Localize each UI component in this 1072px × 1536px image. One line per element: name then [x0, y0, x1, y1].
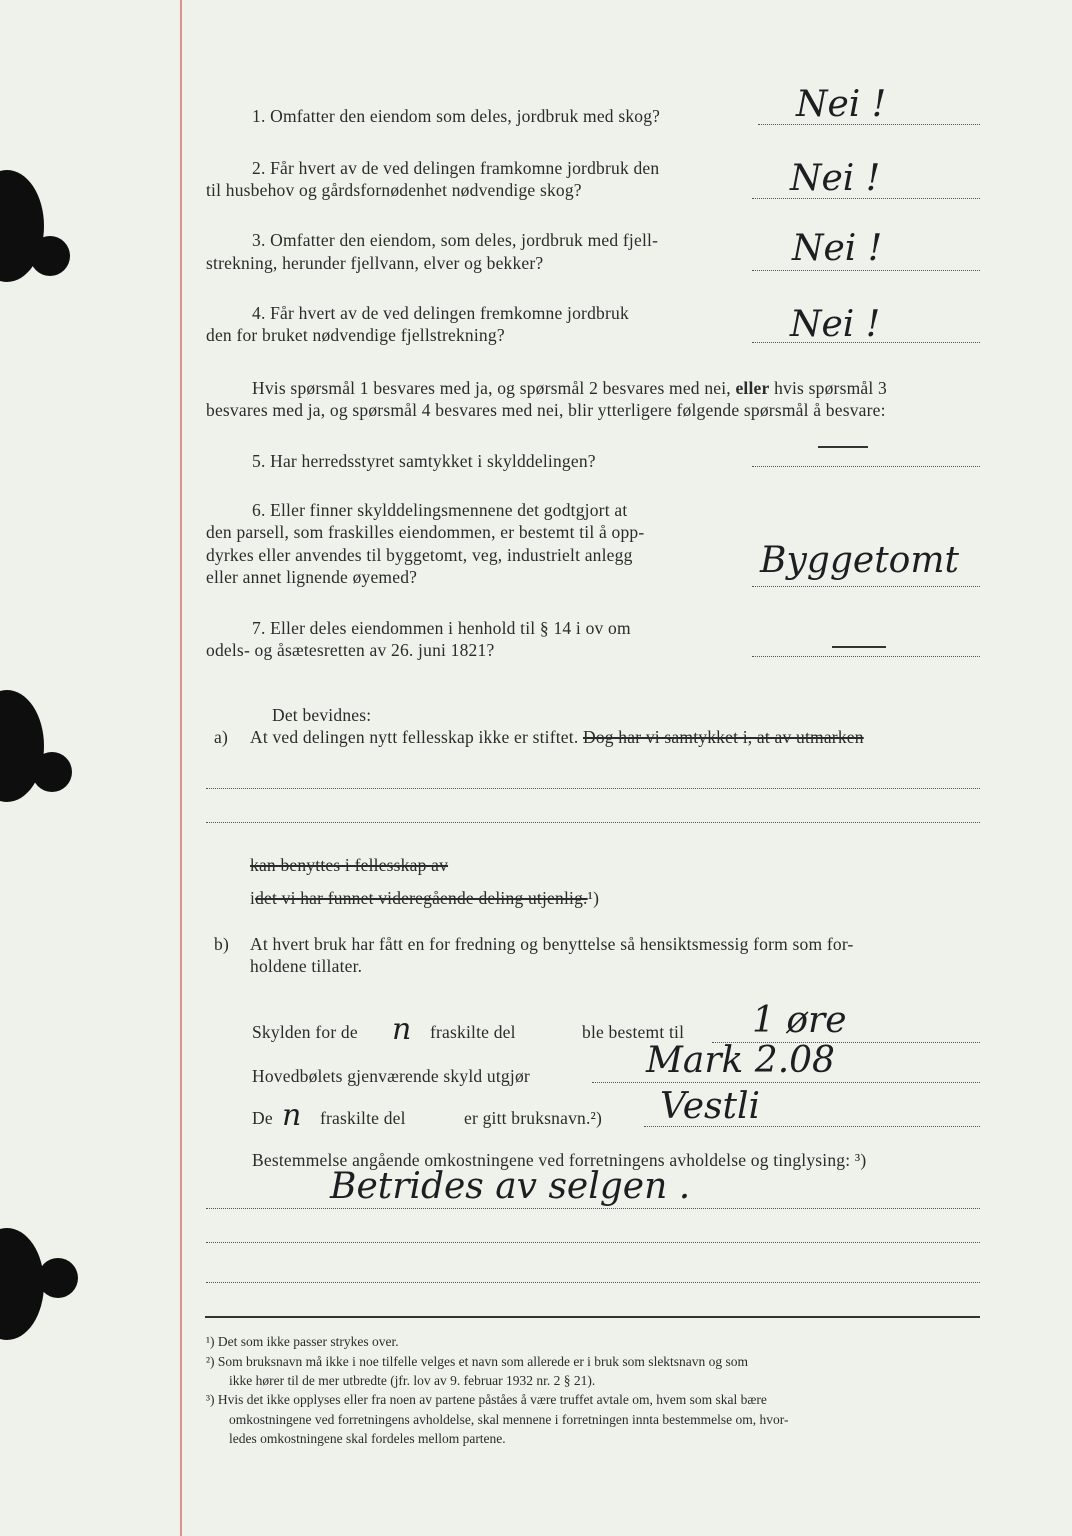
footnote-3-line-3: ledes omkostningene skal fordeles mellom partene.	[229, 1431, 506, 1446]
instruction-bold-eller: eller	[735, 378, 770, 398]
struck-line-2	[250, 855, 448, 876]
question-1: 1. Omfatter den eiendom som deles, jordbruk med skog?	[252, 106, 661, 126]
answer-line-3	[752, 270, 980, 271]
punch-hole-bottom	[0, 1228, 44, 1340]
question-2-line-2: til husbehov og gårdsfornødenhet nødvendige skog?	[206, 180, 582, 200]
footnote-2-line-2: ikke hører til de mer utbredte (jfr. lov av 9. februar 1932 nr. 2 § 21).	[229, 1373, 596, 1388]
blank-line-a-1	[206, 788, 980, 789]
skyld-line-1-handwritten: n	[392, 1012, 412, 1047]
skyld-line-3-handwritten: n	[282, 1098, 302, 1133]
certification-heading: Det bevidnes:	[272, 705, 372, 725]
costs-answer-handwritten: Betrides av selgen .	[330, 1166, 691, 1207]
skyld-line-3-a: De	[252, 1108, 273, 1128]
struck-text-3: det vi har funnet videregående deling utjenlig.	[255, 888, 588, 908]
question-3-line-2: strekning, herunder fjellvann, elver og bekker?	[206, 253, 544, 273]
answer-1-handwritten: Nei !	[796, 84, 887, 125]
costs-line-1	[206, 1208, 980, 1209]
question-4-line-2: den for bruket nødvendige fjellstrekning?	[206, 325, 505, 345]
answer-5-dash	[818, 446, 868, 448]
punch-hole-top-nub	[30, 236, 70, 276]
footnote-3-line-1: ³) Hvis det ikke opplyses eller fra noen av partene påståes å være truffet avtale om, hvem som skal bære	[206, 1392, 767, 1407]
answer-3-handwritten: Nei !	[792, 228, 883, 269]
question-3-line-1: 3. Omfatter den eiendom, som deles, jordbruk med fjell-	[252, 230, 659, 250]
skyld-answer-2-handwritten: Mark 2.08	[646, 1040, 835, 1081]
question-5: 5. Har herredsstyret samtykket i skylddelingen?	[252, 451, 596, 471]
answer-line-7	[752, 656, 980, 657]
item-a-statement: At ved delingen nytt fellesskap ikke er stiftet.	[250, 727, 579, 747]
item-a-label: a)	[214, 727, 228, 747]
answer-2-handwritten: Nei !	[790, 158, 881, 199]
footnote-1: ¹) Det som ikke passer strykes over.	[206, 1334, 399, 1349]
red-margin-line	[180, 0, 182, 1536]
item-b-line-2: holdene tillater.	[250, 956, 363, 976]
punch-hole-middle-nub	[32, 752, 72, 792]
costs-line-2	[206, 1242, 980, 1243]
question-6-line-3: dyrkes eller anvendes til byggetomt, veg, industrielt anlegg	[206, 545, 633, 565]
question-6-line-2: den parsell, som fraskilles eiendommen, er bestemt til å opp-	[206, 522, 645, 542]
skyld-line-1-b: fraskilte del	[430, 1022, 516, 1042]
question-4-line-1: 4. Får hvert av de ved delingen fremkomne jordbruk	[252, 303, 629, 323]
struck-line-3	[250, 888, 599, 909]
instruction-line-1-b: hvis spørsmål 3	[774, 378, 887, 398]
footnote-2-line-1: ²) Som bruksnavn må ikke i noe tilfelle velges et navn som allerede er i bruk som slektsnavn og som	[206, 1354, 749, 1369]
footnote-ref-1: ¹)	[587, 888, 600, 908]
answer-6-handwritten: Byggetomt	[760, 540, 959, 581]
item-a-struck-text: Dog har vi samtykket i, at av utmarken	[582, 727, 864, 747]
instruction-line-2: besvares med ja, og spørsmål 4 besvares med nei, blir ytterligere følgende spørsmål å besvare:	[206, 400, 886, 420]
answer-line-6	[752, 586, 980, 587]
blank-line-a-2	[206, 822, 980, 823]
instruction-line-1-a: Hvis spørsmål 1 besvares med ja, og spørsmål 2 besvares med nei,	[252, 378, 731, 398]
question-7-line-2: odels- og åsætesretten av 26. juni 1821?	[206, 640, 495, 660]
question-7-line-1: 7. Eller deles eiendommen i henhold til § 14 i ov om	[252, 618, 631, 638]
question-2-line-1: 2. Får hvert av de ved delingen framkomne jordbruk den	[252, 158, 660, 178]
skyld-line-3-c: er gitt bruksnavn.²)	[464, 1108, 603, 1128]
skyld-line-3-b: fraskilte del	[320, 1108, 406, 1128]
answer-4-handwritten: Nei !	[790, 304, 881, 345]
struck-text-2: kan benyttes i fellesskap av	[250, 855, 449, 875]
instruction-line-1	[252, 378, 887, 399]
item-b-label: b)	[214, 934, 229, 954]
footnote-3-line-2: omkostningene ved forretningens avholdelse, skal mennene i forretningen innta bestemmelse om, hvor-	[229, 1412, 789, 1427]
item-b-line-1: At hvert bruk har fått en for fredning og benyttelse så hensiktsmessig form som for-	[250, 934, 854, 954]
struck-line-3-prefix: i	[250, 888, 256, 908]
skyld-line-2: Hovedbølets gjenværende skyld utgjør	[252, 1066, 530, 1086]
footnote-rule	[205, 1316, 980, 1318]
skyld-answer-3-handwritten: Vestli	[660, 1086, 760, 1127]
punch-hole-bottom-nub	[38, 1258, 78, 1298]
costs-label: Bestemmelse angående omkostningene ved forretningens avholdelse og tinglysing: ³)	[252, 1150, 867, 1170]
costs-line-3	[206, 1282, 980, 1283]
skyld-line-1-a: Skylden for de	[252, 1022, 358, 1042]
answer-line-5	[752, 466, 980, 467]
question-6-line-4: eller annet lignende øyemed?	[206, 567, 418, 587]
answer-7-dash	[832, 646, 886, 648]
skyld-answer-1-handwritten: 1 øre	[752, 1000, 847, 1041]
skyld-answer-line-2	[592, 1082, 980, 1083]
skyld-line-1-c: ble bestemt til	[582, 1022, 685, 1042]
question-6-line-1: 6. Eller finner skylddelingsmennene det godtgjort at	[252, 500, 628, 520]
item-a-text	[250, 727, 864, 748]
